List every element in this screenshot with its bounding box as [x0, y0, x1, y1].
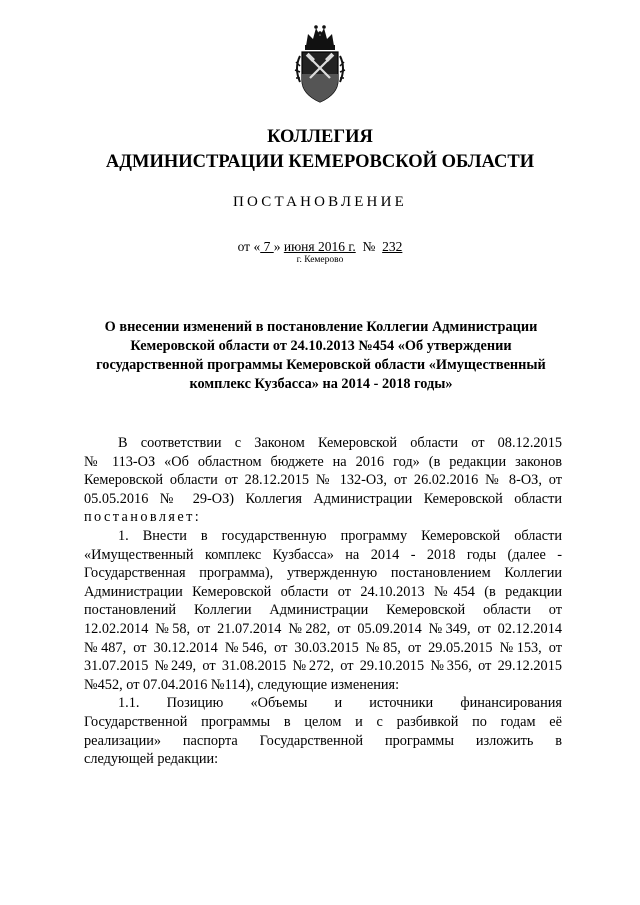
body-line: №487, от 30.12.2014 №546, от 30.03.2015 №85, от 29.05.2015 №153, от — [84, 639, 562, 656]
body-line: 1. Внести в государственную программу Кемеровской области — [118, 527, 562, 544]
org-name-line1: КОЛЛЕГИЯ — [267, 127, 373, 147]
body-line: 12.02.2014 №58, от 21.07.2014 №282, от 05.09.2014 №349, от 02.12.2014 — [84, 620, 562, 637]
body-line: реализации» паспорта Государственной программы изложить в — [84, 732, 562, 749]
body-line: «Имущественный комплекс Кузбасса» на 2014 - 2018 годы (далее - — [84, 546, 562, 563]
number-label: № — [362, 239, 376, 254]
city: г. Кемерово — [296, 255, 344, 265]
body-line: Кемеровской области от 28.12.2015 № 132-ОЗ, от 26.02.2016 № 8-ОЗ, от — [84, 472, 562, 489]
document-body — [84, 434, 562, 769]
date-day: 7 — [260, 239, 274, 254]
date-prefix: от « — [237, 239, 261, 254]
kemerovo-coat-of-arms-icon — [292, 22, 348, 104]
body-line: Государственной программы в целом и с разбивкой по годам её — [84, 713, 562, 730]
body-line: 31.07.2015 №249, от 31.08.2015 №272, от 29.10.2015 №356, от 29.12.2015 — [84, 658, 562, 675]
document-number: 232 — [382, 239, 403, 254]
body-line: Государственная программа), утвержденную постановлением Коллегии — [84, 565, 562, 582]
document-subject: О внесении изменений в постановление Коллегии Администрации Кемеровской области от 24.10.2013 №454 «Об утверждении государственной программы Кемеровской области «Имущественный комплекс Кузбасса» на 2014 - 2018 годы» — [96, 319, 546, 392]
date-number-line — [0, 238, 640, 255]
body-line: постановлений Коллегии Администрации Кемеровской области от — [84, 602, 562, 619]
body-line: В соответствии с Законом Кемеровской области от 08.12.2015 — [118, 435, 562, 451]
org-name-line2: АДМИНИСТРАЦИИ КЕМЕРОВСКОЙ ОБЛАСТИ — [105, 152, 535, 172]
date-mid: » — [273, 239, 284, 254]
body-line: постановляет: — [84, 509, 202, 526]
body-line: 05.05.2016 № 29-ОЗ) Коллегия Администрации Кемеровской области — [84, 490, 562, 507]
document-type: ПОСТАНОВЛЕНИЕ — [233, 194, 407, 210]
body-line: № 113-ОЗ «Об областном бюджете на 2016 год» (в редакции законов — [84, 453, 562, 470]
body-line: следующей редакции: — [84, 751, 219, 768]
date-month-year: июня 2016 г. — [283, 239, 356, 254]
body-line: 1.1. Позицию «Объемы и источники финансирования — [118, 695, 562, 712]
body-line: №452, от 07.04.2016 №114), следующие изменения: — [84, 676, 400, 693]
body-line: Администрации Кемеровской области от 24.10.2013 №454 (в редакции — [84, 583, 562, 600]
